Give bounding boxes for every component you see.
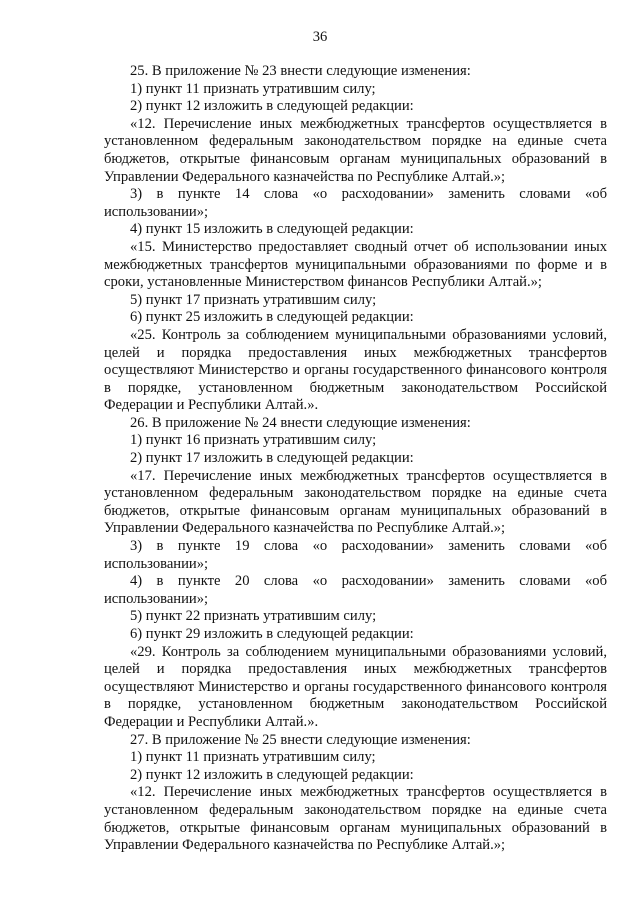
paragraph: 2) пункт 12 изложить в следующей редакции: [130, 766, 414, 783]
paragraph: «29. Контроль за соблюдением муниципальными образованиями условий, целей и порядка предоставления иных межбюджетных трансфертов осуществляют Министерство и органы государственного финансового контроля в порядке, установленном бюджетным законодательством Российской Федерации и Республики Алтай.». [104, 643, 607, 730]
paragraph: «12. Перечисление иных межбюджетных трансфертов осуществляется в установленном федеральным законодательством порядке на единые счета бюджетов, открытые финансовым органам муниципальных образований в Управлении Федерального казначейства по Республике Алтай.»; [104, 784, 607, 854]
paragraph: «15. Министерство предоставляет сводный отчет об использовании иных межбюджетных трансфертов муниципальными образованиями по форме и в сроки, установленные Министерством финансов Республики Алтай.»; [104, 238, 607, 291]
paragraph: 4) пункт 15 изложить в следующей редакции: [130, 221, 414, 238]
paragraph: «12. Перечисление иных межбюджетных трансфертов осуществляется в установленном федеральным законодательством порядке на единые счета бюджетов, открытые финансовым органам муниципальных образований в Управлении Федерального казначейства по Республике Алтай.»; [104, 115, 607, 185]
paragraph: 1) пункт 11 признать утратившим силу; [130, 749, 376, 766]
paragraph: «25. Контроль за соблюдением муниципальными образованиями условий, целей и порядка предоставления иных межбюджетных трансфертов осуществляют Министерство и органы государственного финансового контроля в порядке, установленном бюджетным законодательством Российской Федерации и Республики Алтай.». [104, 326, 607, 414]
paragraph: 2) пункт 17 изложить в следующей редакции: [130, 450, 414, 467]
paragraph: 6) пункт 25 изложить в следующей редакции: [130, 309, 414, 326]
paragraph: 3) в пункте 14 слова «о расходовании» заменить словами «об использовании»; [104, 186, 607, 220]
paragraph: 1) пункт 11 признать утратившим силу; [130, 80, 376, 97]
paragraph: 4) в пункте 20 слова «о расходовании» заменить словами «об использовании»; [104, 573, 607, 607]
paragraph: 2) пункт 12 изложить в следующей редакции: [130, 98, 414, 115]
paragraph: 3) в пункте 19 слова «о расходовании» заменить словами «об использовании»; [104, 538, 607, 572]
paragraph: 27. В приложение № 25 внести следующие изменения: [130, 731, 471, 748]
paragraph: «17. Перечисление иных межбюджетных трансфертов осуществляется в установленном федеральным законодательством порядке на единые счета бюджетов, открытые финансовым органам муниципальных образований в Управлении Федерального казначейства по Республике Алтай.»; [104, 467, 607, 537]
paragraph: 1) пункт 16 признать утратившим силу; [130, 432, 377, 449]
paragraph: 5) пункт 22 признать утратившим силу; [130, 608, 377, 625]
document-body [104, 63, 607, 855]
paragraph: 5) пункт 17 признать утратившим силу; [130, 291, 377, 308]
paragraph: 25. В приложение № 23 внести следующие изменения: [130, 63, 471, 79]
page-number: 36 [312, 29, 328, 45]
paragraph: 6) пункт 29 изложить в следующей редакции: [130, 626, 414, 642]
paragraph: 26. В приложение № 24 внести следующие изменения: [130, 414, 471, 431]
